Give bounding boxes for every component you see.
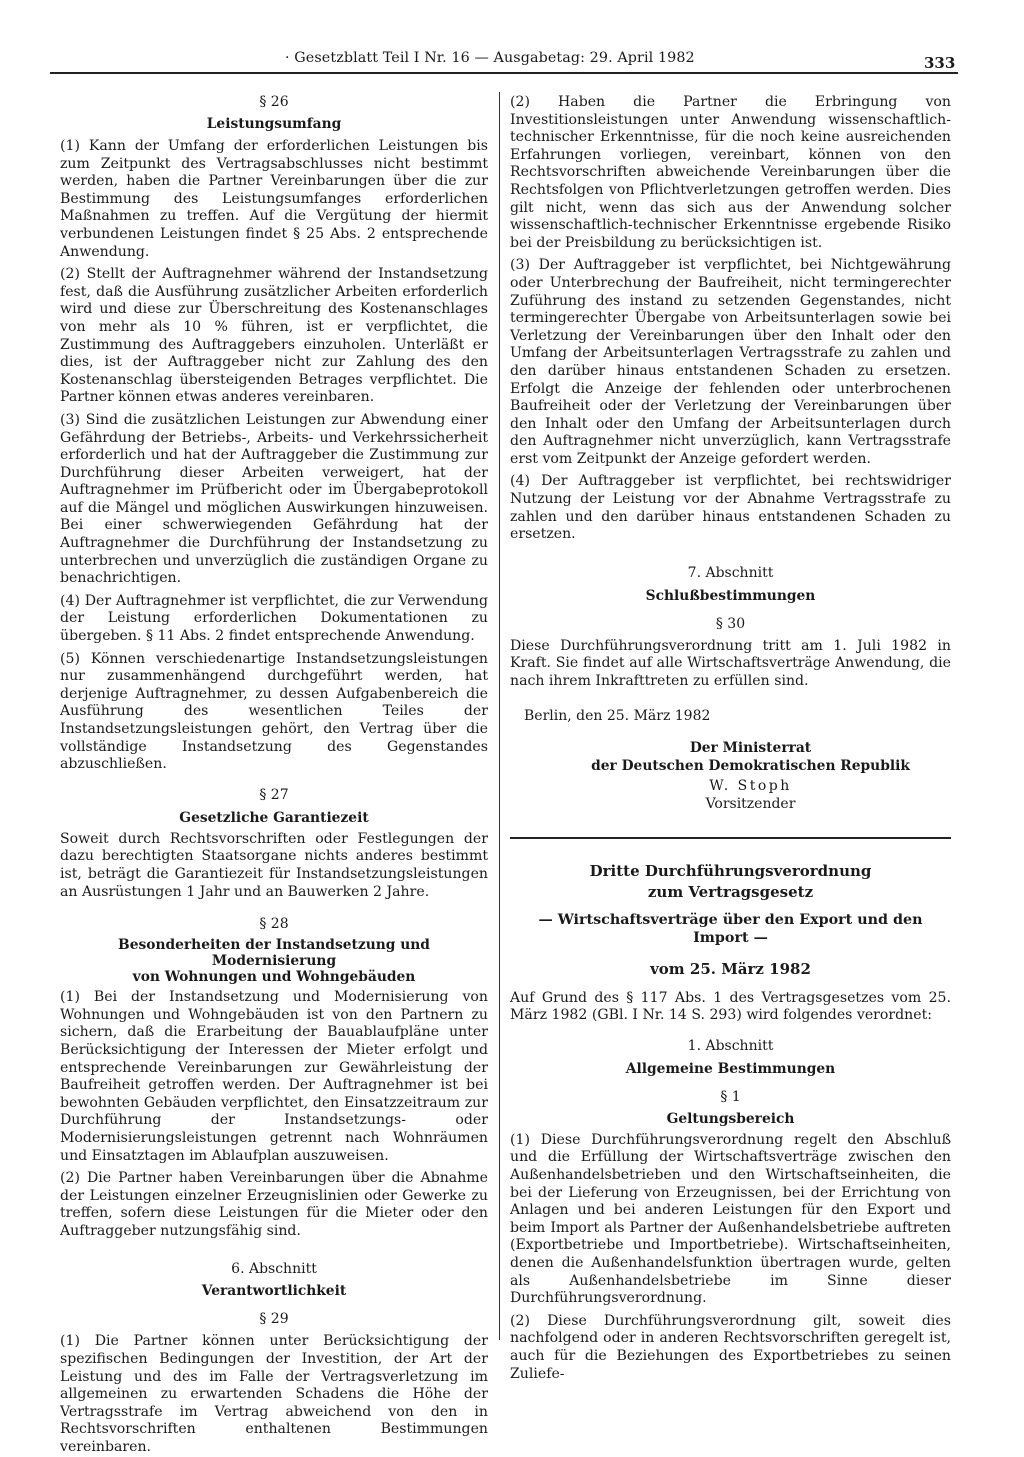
section-28-paragraph-1: (1) Bei der Instandsetzung und Modernisierung von Wohnungen und Wohngebäuden ist von den Partnern zu sichern, daß die Erarbeitung der Bauablaufpläne unter Berücksichtigung der Interessen der Mieter erfolgt und entsprechende Vereinbarungen zur Gewährleistung der Baufreiheit getroffen werden. Der Auftragnehmer ist bei bewohnten Gebäuden verpflichtet, den Einsatzzeitraum zur Durchführung der Instandsetzungs- oder Modernisierungsleistungen getrennt nach Wohnräumen und Einsatztagen im Ablaufplan auszuweisen. [60, 989, 488, 1164]
page-header [0, 50, 1024, 72]
section-27-title: Gesetzliche Garantiezeit [179, 809, 369, 826]
abschnitt-6-label: 6. Abschnitt [231, 1261, 317, 1278]
section-26-paragraph-1: (1) Kann der Umfang der erforderlichen Leistungen bis zum Zeitpunkt des Vertragsabschlusses nicht bestimmt werden, haben die Partner Vereinbarungen über die zur Bestimmung des Leistungsumfanges erforderlichen Maßnahmen zu treffen. Auf die Vergütung der hiermit verbundenen Leistungen findet § 25 Abs. 2 entsprechende Anwendung. [60, 138, 488, 260]
signature-role: Vorsitzender [705, 795, 796, 812]
decree-title-line-2: zum Vertragsgesetz [647, 882, 814, 901]
section-29-paragraph-1: (1) Die Partner können unter Berücksichtigung der spezifischen Bedingungen der Investition, der Art der Leistung und des im Falle der Vertragsverletzung im allgemeinen zu erwartenden Schadens die Höhe der Vertragsstrafe im Vertrag abweichend von den in Rechtsvorschriften enthaltenen Bestimmungen vereinbaren. [60, 1333, 488, 1456]
section-1-paragraph-2: (2) Diese Durchführungsverordnung gilt, soweit dies nachfolgend oder in anderen Rechtsvorschriften geregelt ist, auch für die Beziehungen des Exportbetriebes zu seinen Zuliefe- [510, 1312, 951, 1382]
decree-date: vom 25. März 1982 [650, 959, 811, 978]
right-column [510, 90, 951, 1383]
signature-place-date: Berlin, den 25. März 1982 [524, 707, 711, 724]
section-26-paragraph-5: (5) Können verschiedenartige Instandsetzungsleistungen nur zusammenhängend durchgeführt werden, hat derjenige Auftragnehmer, zu dessen Aufgabenbereich die Ausführung des wesentlichen Teiles der Instandsetzungsleistungen gehört, den Vertrag über die vollständige Instandsetzung des Gegenstandes abzuschließen. [60, 650, 488, 773]
section-29-paragraph-2: (2) Haben die Partner die Erbringung von Investitionsleistungen unter Anwendung wissenschaftlich-technischer Erkenntnisse, für die noch keine ausreichenden Erfahrungen vorliegen, vereinbart, können von den Rechtsvorschriften abweichende Vereinbarungen über die Rechtsfolgen von Pflichtverletzungen getroffen werden. Dies gilt nicht, wenn das sich aus der Anwendung solcher wissenschaftlich-technischer Erkenntnisse ergebende Risiko bei der Preisbildung zu berücksichtigen ist. [510, 94, 951, 251]
section-1-number: § 1 [720, 1088, 741, 1105]
abschnitt-7-title: Schlußbestimmungen [645, 587, 816, 604]
section-29-paragraph-4: (4) Der Auftraggeber ist verpflichtet, bei rechtswidriger Nutzung der Leistung vor der Abnahme Vertragsstrafe zu zahlen und den darüber hinaus entstandenen Schaden zu ersetzen. [510, 473, 951, 543]
section-26-number: § 26 [259, 94, 289, 110]
decree-subtitle: — Wirtschaftsverträge über den Export und den Import — [538, 911, 923, 946]
signature-org-line-2: der Deutschen Demokratischen Republik [591, 757, 910, 774]
abschnitt-1-title: Allgemeine Bestimmungen [625, 1060, 836, 1077]
section-28-title-line-2: von Wohnungen und Wohngebäuden [132, 969, 416, 986]
decree-title-line-1: Dritte Durchführungsverordnung [589, 861, 872, 880]
section-26-paragraph-4: (4) Der Auftragnehmer ist verpflichtet, die zur Verwendung der Leistung erforderlichen Dokumentationen zu übergeben. § 11 Abs. 2 findet entsprechende Anwendung. [60, 592, 488, 645]
signature-org-line-1: Der Ministerrat [689, 739, 812, 756]
abschnitt-6-title: Verantwortlichkeit [201, 1283, 347, 1300]
section-28-number: § 28 [259, 916, 289, 933]
abschnitt-1-label: 1. Abschnitt [687, 1037, 774, 1054]
section-29-number: § 29 [259, 1311, 289, 1328]
section-26-paragraph-3: (3) Sind die zusätzlichen Leistungen zur Abwendung einer Gefährdung der Betriebs-, Arbeits- und Verkehrssicherheit erforderlich und hat der Auftraggeber die Zustimmung zur Durchführung dieser Arbeiten verweigert, hat der Auftragnehmer im Prüfbericht oder im Übergabeprotokoll auf die Mängel und möglichen Auswirkungen hinzuweisen. Bei einer schwerwiegenden Gefährdung hat der Auftragnehmer die Durchführung der Instandsetzung zu unterbrechen und unverzüglich die zuständigen Organe zu benachrichtigen. [60, 411, 488, 587]
section-27-number: § 27 [259, 786, 289, 803]
section-1-title: Geltungsbereich [666, 1110, 795, 1127]
abschnitt-7-label: 7. Abschnitt [687, 564, 774, 581]
section-26-paragraph-2: (2) Stellt der Auftragnehmer während der Instandsetzung fest, daß die Ausführung zusätzlicher Arbeiten erforderlich wird und diese zur Überschreitung des Kostenanschlages von mehr als 10 % führen, ist er verpflichtet, die Zustimmung des Auftraggebers einzuholen. Unterläßt er dies, ist der Auftraggeber nicht zur Zahlung des den Kostenanschlag übersteigenden Betrages verpflichtet. Die Partner können etwas anderes vereinbaren. [60, 266, 488, 406]
section-30-number: § 30 [715, 615, 746, 632]
section-30-paragraph-1: Diese Durchführungsverordnung tritt am 1. Juli 1982 in Kraft. Sie findet auf alle Wirtschaftsverträge Anwendung, die nach ihrem Inkrafttreten zu erfüllen sind. [510, 637, 951, 690]
left-column [60, 90, 488, 1457]
section-27-paragraph-1: Soweit durch Rechtsvorschriften oder Festlegungen der dazu berechtigten Staatsorgane nichts anderes bestimmt ist, beträgt die Garantiezeit für Instandsetzungsleistungen an Ausrüstungen 1 Jahr und an Bauwerken 2 Jahre. [60, 830, 488, 900]
section-29-paragraph-3: (3) Der Auftraggeber ist verpflichtet, bei Nichtgewährung oder Unterbrechung der Baufreiheit, nicht termingerechter Zuführung des instand zu setzenden Gegenstandes, nicht termingerechter Übergabe von Arbeitsunterlagen sowie bei Verletzung der Vereinbarungen über den Inhalt oder den Umfang der Arbeitsunterlagen Vertragsstrafe zu zahlen und den darüber hinaus entstandenen Schaden zu ersetzen. Erfolgt die Anzeige der fehlenden oder unterbrochenen Baufreiheit oder der Verletzung der Vereinbarungen über den Inhalt oder den Umfang der Arbeitsunterlagen durch den Auftragnehmer nicht unverzüglich, kann Vertragsstrafe erst vom Zeitpunkt der Anzeige gefordert werden. [510, 257, 951, 467]
header-rule [50, 72, 958, 74]
section-28-paragraph-2: (2) Die Partner haben Vereinbarungen über die Abnahme der Leistungen einzelner Erzeugnislinien oder Gewerke zu treffen, sofern diese Leistungen für die Mieter oder den Auftraggeber nutzungsfähig sind. [60, 1170, 488, 1239]
section-26-title: Leistungsumfang [206, 116, 342, 132]
section-1-paragraph-1: (1) Diese Durchführungsverordnung regelt den Abschluß und die Erfüllung der Wirtschaftsverträge zwischen den Außenhandelsbetrieben und den Wirtschaftseinheiten, die bei der Lieferung von Erzeugnissen, bei der Errichtung von Anlagen und bei anderen Leistungen für den Export und beim Import als Partner der Außenhandelsbetriebe auftreten (Exportbetriebe und Importbetriebe). Wirtschaftseinheiten, denen die Außenhandelsfunktion übertragen wurde, gelten als Außenhandelsbetriebe im Sinne dieser Durchführungsverordnung. [510, 1131, 951, 1307]
column-divider [499, 92, 500, 1340]
decree-preamble: Auf Grund des § 117 Abs. 1 des Vertragsgesetzes vom 25. März 1982 (GBl. I Nr. 14 S. 293) wird folgendes verordnet: [510, 989, 951, 1024]
section-28-title-line-1: Besonderheiten der Instandsetzung und Modernisierung [118, 937, 430, 970]
signature-name: W. Stoph [709, 777, 792, 794]
header-title: · Gesetzblatt Teil I Nr. 16 — Ausgabetag: 29. April 1982 [285, 50, 695, 66]
section-separator-rule [510, 837, 951, 839]
page-number: 333 [924, 54, 956, 72]
